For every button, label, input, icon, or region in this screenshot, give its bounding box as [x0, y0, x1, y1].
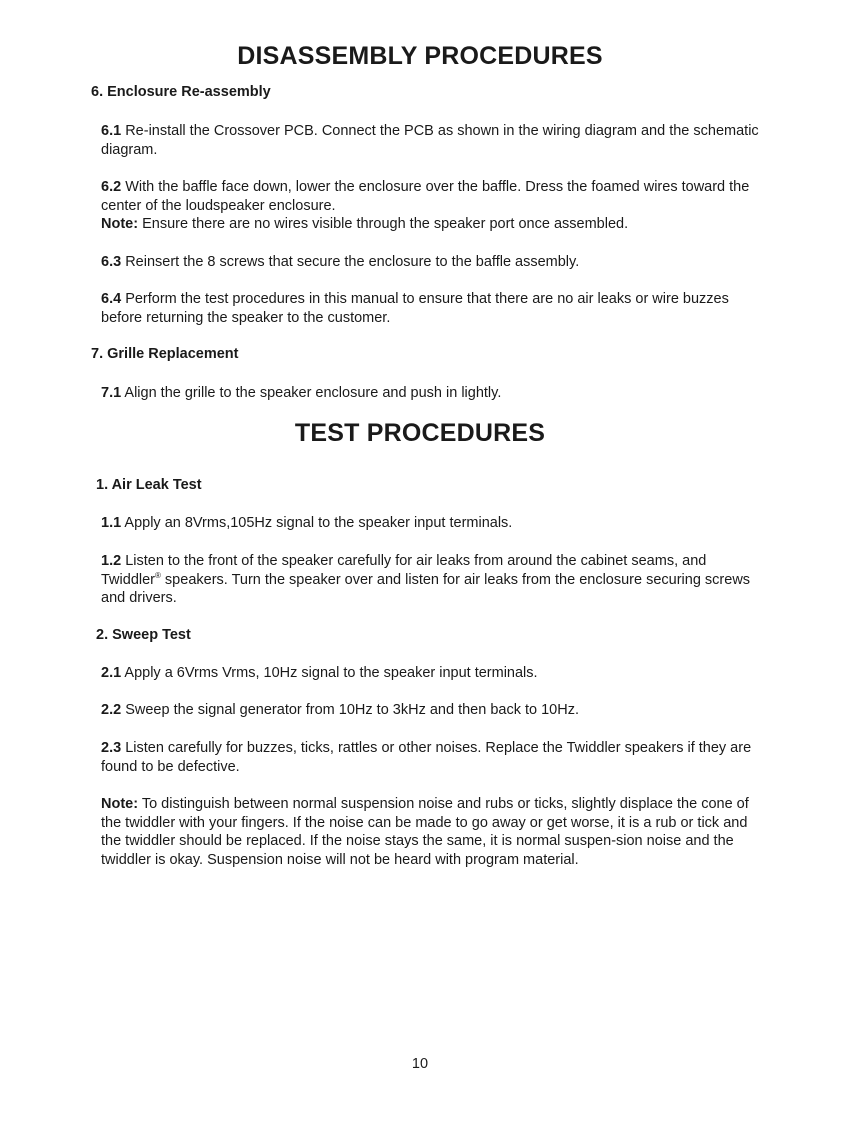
paragraph-6-2	[101, 178, 761, 234]
paragraph-7-1	[101, 384, 761, 403]
step-number: 2.2	[101, 702, 122, 718]
step-number: 6.1	[101, 123, 122, 139]
paragraph-1-2	[101, 552, 761, 608]
step-text-continued: speakers. Turn the speaker over and listen for air leaks from the enclosure securing screws and drivers.	[101, 571, 751, 607]
section-1-heading: 1. Air Leak Test	[96, 477, 202, 493]
step-number: 7.1	[101, 385, 122, 401]
section-6-heading: 6. Enclosure Re-assembly	[91, 84, 271, 100]
paragraph-6-1	[101, 122, 761, 159]
section-2-heading: 2. Sweep Test	[96, 627, 191, 643]
page-number: 10	[411, 1056, 429, 1072]
paragraph-1-1	[101, 514, 761, 533]
paragraph-6-4	[101, 290, 761, 327]
step-number: 2.3	[101, 740, 122, 756]
step-text: Re-install the Crossover PCB. Connect the PCB as shown in the wiring diagram and the schematic diagram.	[101, 123, 759, 158]
note-label: Note:	[101, 216, 139, 233]
paragraph-6-3	[101, 253, 761, 272]
step-number: 1.1	[101, 515, 122, 531]
step-number: 6.3	[101, 254, 122, 270]
note-text: Ensure there are no wires visible through the speaker port once assembled.	[138, 216, 629, 233]
paragraph-2-1	[101, 664, 761, 683]
step-text: Listen to the front of the speaker carefully for air leaks from around the cabinet seams, and Twiddler	[101, 553, 707, 588]
test-title: TEST PROCEDURES	[294, 419, 546, 447]
paragraph-2-2	[101, 701, 761, 720]
step-number: 6.2	[101, 179, 122, 195]
step-text: Listen carefully for buzzes, ticks, rattles or other noises. Replace the Twiddler speakers if they are found to be defective.	[101, 740, 752, 775]
step-text: Perform the test procedures in this manual to ensure that there are no air leaks or wire buzzes before returning the speaker to the customer.	[101, 291, 729, 326]
paragraph-2-3	[101, 739, 761, 776]
section-7-heading: 7. Grille Replacement	[91, 346, 239, 362]
step-text: Apply an 8Vrms,105Hz signal to the speaker input terminals.	[121, 515, 513, 531]
step-number: 6.4	[101, 291, 122, 307]
disassembly-title: DISASSEMBLY PROCEDURES	[237, 42, 603, 70]
step-text: Reinsert the 8 screws that secure the enclosure to the baffle assembly.	[121, 254, 580, 270]
step-number: 2.1	[101, 665, 122, 681]
step-text: Sweep the signal generator from 10Hz to 3kHz and then back to 10Hz.	[121, 702, 579, 718]
note-label: Note:	[101, 796, 139, 812]
step-text: With the baffle face down, lower the enclosure over the baffle. Dress the foamed wires toward the center of the loudspeaker enclosure.	[101, 179, 750, 214]
step-number: 1.2	[101, 553, 122, 569]
step-text: Align the grille to the speaker enclosure and push in lightly.	[121, 385, 502, 401]
registered-mark: ®	[155, 570, 161, 580]
note-paragraph	[101, 795, 761, 869]
note-text: To distinguish between normal suspension noise and rubs or ticks, slightly displace the cone of the twiddler with your fingers. If the noise can be made to go away or get worse, it is a rub or tick and the twiddler should be replaced. If the noise stays the same, it is normal suspen-sion noise and the twiddler is okay. Suspension noise will not be heard with program material.	[101, 796, 749, 868]
step-text: Apply a 6Vrms Vrms, 10Hz signal to the speaker input terminals.	[121, 665, 538, 681]
